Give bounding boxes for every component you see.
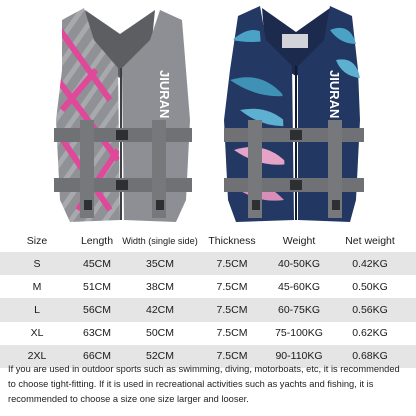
- cell-length: 63CM: [82, 327, 111, 340]
- cell-thickness: 7.5CM: [216, 327, 248, 340]
- cell-net-weight: 0.42KG: [352, 257, 388, 270]
- cell-size: M: [32, 280, 42, 293]
- cell-size: 2XL: [27, 350, 47, 363]
- cell-weight: 75-100KG: [275, 327, 323, 340]
- header-weight: Weight: [282, 235, 316, 247]
- cell-length: 45CM: [82, 257, 111, 270]
- cell-net-weight: 0.56KG: [352, 303, 388, 316]
- cell-width: 35CM: [145, 257, 174, 270]
- header-width: Width (single side): [122, 236, 198, 246]
- header-size: Size: [26, 235, 48, 247]
- cell-size: XL: [30, 327, 44, 340]
- cell-length: 56CM: [82, 303, 111, 316]
- cell-thickness: 7.5CM: [216, 350, 248, 363]
- cell-length: 66CM: [82, 350, 111, 363]
- cell-width: 42CM: [145, 303, 174, 316]
- header-net-weight: Net weight: [345, 235, 395, 247]
- cell-net-weight: 0.50KG: [352, 280, 388, 293]
- table-row: [0, 298, 416, 321]
- cell-weight: 40-50KG: [277, 257, 321, 270]
- cell-size: L: [34, 303, 40, 316]
- cell-net-weight: 0.68KG: [352, 350, 388, 363]
- table-header: [0, 230, 416, 252]
- cell-thickness: 7.5CM: [216, 280, 248, 293]
- right-vest-brand: JIURAN: [327, 70, 342, 119]
- cell-weight: 60-75KG: [277, 303, 321, 316]
- note-line: recommended to choose a size one size larger and looser.: [8, 394, 249, 405]
- cell-length: 51CM: [82, 280, 111, 293]
- cell-thickness: 7.5CM: [216, 257, 248, 270]
- cell-weight: 45-60KG: [277, 280, 321, 293]
- left-vest: [54, 8, 192, 222]
- cell-width: 38CM: [145, 280, 174, 293]
- right-vest: [224, 6, 364, 222]
- header-thickness: Thickness: [208, 235, 256, 247]
- cell-width: 50CM: [145, 327, 174, 340]
- cell-net-weight: 0.62KG: [352, 327, 388, 340]
- table-row: [0, 275, 416, 298]
- cell-width: 52CM: [145, 350, 174, 363]
- note-line: to choose tight-fitting. If it is used in recreational activities such as yachts and fishing, it is: [8, 379, 374, 390]
- note-line: If you are used in outdoor sports such as swimming, diving, motorboats, etc, it is recommended: [8, 364, 400, 374]
- cell-size: S: [33, 257, 41, 270]
- size-table: [0, 230, 416, 368]
- header-length: Length: [80, 235, 114, 247]
- cell-weight: 90-110KG: [275, 350, 323, 363]
- table-row: [0, 322, 416, 345]
- cell-thickness: 7.5CM: [216, 303, 248, 316]
- sizing-note: [8, 362, 410, 408]
- table-row: [0, 252, 416, 275]
- left-vest-brand: JIURAN: [157, 70, 172, 119]
